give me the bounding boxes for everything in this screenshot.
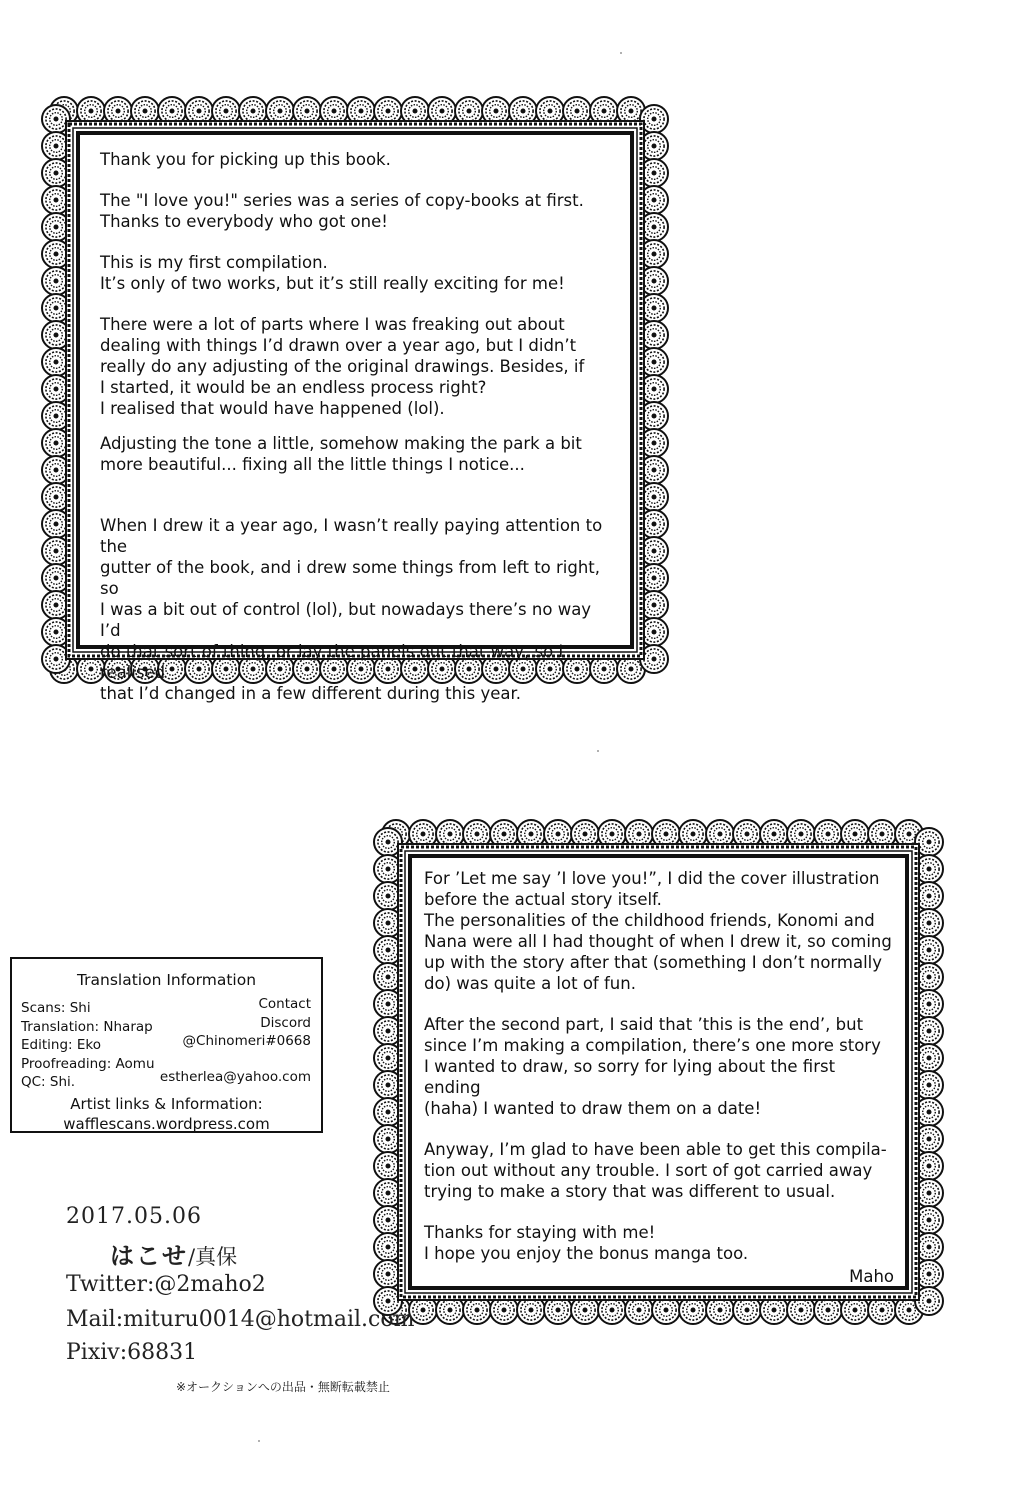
circle-logo: はこせ [110, 1242, 188, 1270]
afterword-line: When I drew it a year ago, I wasn’t really paying attention to the [100, 516, 603, 556]
afterword-line: For ’Let me say ’I love you!”, I did the cover illustration [424, 869, 880, 888]
afterword-line: (haha) I wanted to draw them on a date! [424, 1099, 762, 1118]
afterword-line: I was a bit out of control (lol), but nowadays there’s no way I’d [100, 600, 592, 640]
circle-signature [110, 1236, 237, 1271]
artist-links [12, 1095, 321, 1134]
copyright-notice: ※オークションへの出品・無断転載禁止 [176, 1380, 390, 1394]
afterword-line: dealing with things I’d drawn over a year ago, but I didn’t [100, 336, 577, 355]
afterword-line: do that sort of thing, or lay the panels out that way, so I realised [100, 642, 564, 682]
afterword-line: I realised that would have happened (lol). [100, 399, 445, 418]
author-name: /真保 [188, 1245, 238, 1269]
credits-list [21, 999, 155, 1092]
afterword-frame-top [40, 95, 670, 703]
afterword-line: Thanks to everybody who got one! [100, 212, 388, 231]
afterword-line: This is my first compilation. [100, 253, 328, 272]
afterword-line: I wanted to draw, so sorry for lying about the first ending [424, 1057, 836, 1097]
paper-speck [258, 1440, 260, 1442]
afterword-line: do) was quite a lot of fun. [424, 974, 636, 993]
twitter-handle: Twitter:@2maho2 [66, 1272, 266, 1297]
afterword-line: I started, it would be an endless process right? [100, 378, 487, 397]
credit-translation: Translation: Nharap [21, 1018, 153, 1035]
afterword-line: It’s only of two works, but it’s still really exciting for me! [100, 274, 565, 293]
discord-label: Discord [260, 1014, 311, 1031]
afterword-text-bottom [424, 868, 894, 1287]
credit-scans: Scans: Shi [21, 1000, 91, 1016]
afterword-line: that I’d changed in a few different during this year. [100, 684, 522, 703]
afterword-text-top [100, 149, 610, 704]
contact-list [160, 995, 311, 1086]
afterword-line: more beautiful... fixing all the little things I notice... [100, 455, 525, 474]
afterword-line: The personalities of the childhood friends, Konomi and [424, 911, 875, 930]
translation-info-box [10, 957, 323, 1133]
paper-speck [597, 750, 599, 752]
afterword-line: Thank you for picking up this book. [100, 150, 391, 169]
afterword-line: before the actual story itself. [424, 890, 662, 909]
credit-proofreading: Proofreading: Aomu [21, 1055, 155, 1072]
afterword-line: since I’m making a compilation, there’s one more story [424, 1036, 881, 1055]
afterword-frame-bottom [372, 818, 945, 1326]
credit-editing: Editing: Eko [21, 1037, 101, 1053]
afterword-line: gutter of the book, and i drew some things from left to right, so [100, 558, 601, 598]
signature: Maho [849, 1267, 894, 1286]
afterword-line: There were a lot of parts where I was freaking out about [100, 315, 565, 334]
afterword-line: really do any adjusting of the original drawings. Besides, if [100, 357, 585, 376]
contact-email: estherlea@yahoo.com [159, 1068, 311, 1085]
credit-qc: QC: Shi. [21, 1074, 76, 1090]
website-link: wafflescans.wordpress.com [63, 1114, 270, 1133]
afterword-line: I hope you enjoy the bonus manga too. [424, 1244, 749, 1263]
afterword-line: Adjusting the tone a little, somehow making the park a bit [100, 434, 582, 453]
paper-speck [620, 52, 622, 54]
artist-links-label: Artist links & Information: [70, 1095, 263, 1113]
mail-address: Mail:mituru0014@hotmail.com [66, 1307, 415, 1332]
afterword-line: Anyway, I’m glad to have been able to get this compila- [424, 1140, 887, 1159]
pixiv-id: Pixiv:68831 [66, 1340, 198, 1365]
translation-info-title: Translation Information [76, 971, 257, 989]
afterword-line: trying to make a story that was different to usual. [424, 1182, 836, 1201]
afterword-line: After the second part, I said that ’this is the end’, but [424, 1015, 864, 1034]
afterword-line: up with the story after that (something I don’t normally [424, 953, 883, 972]
afterword-line: The "I love you!" series was a series of copy-books at first. [100, 191, 584, 210]
afterword-line: Nana were all I had thought of when I drew it, so coming [424, 932, 892, 951]
afterword-line: Thanks for staying with me! [424, 1223, 656, 1242]
publication-date: 2017.05.06 [66, 1204, 202, 1229]
discord-handle: @Chinomeri#0668 [182, 1033, 311, 1049]
afterword-line: tion out without any trouble. I sort of got carried away [424, 1161, 873, 1180]
contact-label: Contact [258, 996, 311, 1012]
